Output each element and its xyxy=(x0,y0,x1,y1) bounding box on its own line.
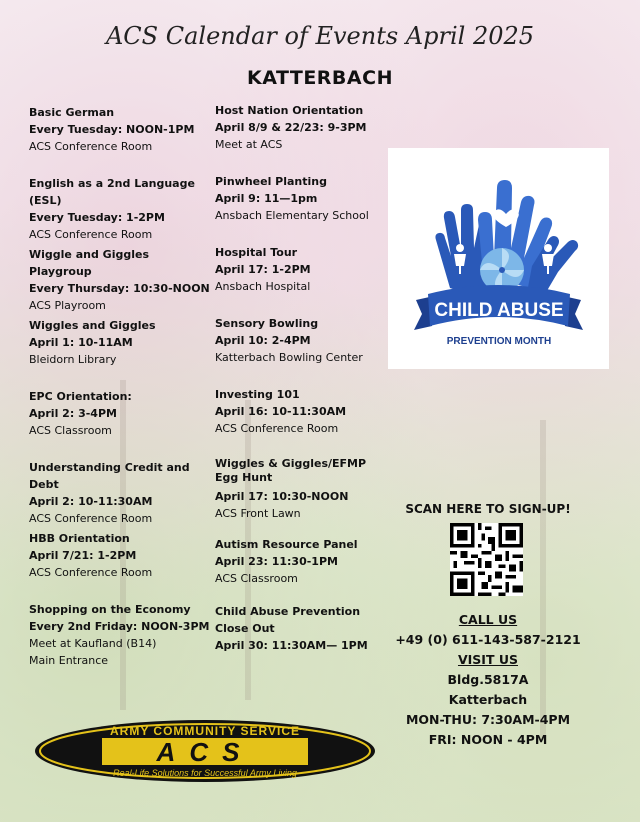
logo-center-text: ACS xyxy=(156,737,254,767)
contact-block xyxy=(388,610,588,750)
event-item xyxy=(29,530,152,581)
event-date: Every Tuesday: NOON-1PM xyxy=(29,123,195,136)
event-name: Shopping on the Economy xyxy=(29,603,191,616)
event-name: Child Abuse Prevention Close Out xyxy=(215,605,361,635)
event-date: April 2: 3-4PM xyxy=(29,407,117,420)
building-number: Bldg.5817A xyxy=(447,672,529,687)
event-item xyxy=(215,457,390,522)
page-title: ACS Calendar of Events April 2025 xyxy=(105,22,535,50)
event-date: April 1: 10-11AM xyxy=(29,336,133,349)
event-item xyxy=(215,536,358,587)
event-date: Every Tuesday: 1-2PM xyxy=(29,211,165,224)
event-place: ACS Conference Room xyxy=(29,566,153,579)
event-name: Pinwheel Planting xyxy=(215,175,327,188)
event-place: ACS Conference Room xyxy=(215,422,339,435)
event-place: Ansbach Hospital xyxy=(215,280,311,293)
event-name: English as a 2nd Language (ESL) xyxy=(29,177,195,207)
event-item xyxy=(215,173,369,224)
visit-us-label: VISIT US xyxy=(457,652,518,667)
event-name: Investing 101 xyxy=(215,388,300,401)
event-date: Every Thursday: 10:30-NOON xyxy=(29,282,210,295)
event-item xyxy=(29,459,214,527)
event-item xyxy=(29,601,209,669)
event-place: ACS Conference Room xyxy=(29,140,153,153)
event-name: Wiggle and Giggles Playgroup xyxy=(29,248,149,278)
child-abuse-prevention-poster xyxy=(388,148,609,369)
event-name: HBB Orientation xyxy=(29,532,130,545)
event-item xyxy=(29,175,214,243)
event-date: April 10: 2-4PM xyxy=(215,334,311,347)
phone-number[interactable]: +49 (0) 611-143-587-2121 xyxy=(395,632,581,647)
event-item xyxy=(29,317,156,368)
event-name: Basic German xyxy=(29,106,115,119)
event-name: Autism Resource Panel xyxy=(215,538,358,551)
event-date: April 17: 10:30-NOON xyxy=(215,490,349,503)
event-item xyxy=(29,246,214,314)
call-us-label: CALL US xyxy=(458,612,518,627)
event-date: April 16: 10-11:30AM xyxy=(215,405,347,418)
event-place: ACS Playroom xyxy=(29,299,106,312)
logo-bottom-text: Real-Life Solutions for Successful Army Living xyxy=(113,768,297,778)
event-item xyxy=(215,386,346,437)
logo-top-text: ARMY COMMUNITY SERVICE xyxy=(109,724,301,738)
signup-heading: SCAN HERE TO SIGN-UP! xyxy=(405,502,571,516)
event-place: ACS Classroom xyxy=(29,424,112,437)
event-place: Meet at Kaufland (B14) xyxy=(29,637,157,650)
event-place-line2: Main Entrance xyxy=(29,654,109,667)
event-name: Wiggles and Giggles xyxy=(29,319,156,332)
acs-logo xyxy=(32,718,378,784)
event-place: Meet at ACS xyxy=(215,138,283,151)
raised-hands-icon xyxy=(388,148,609,369)
event-date: April 23: 11:30-1PM xyxy=(215,555,338,568)
event-date: April 17: 1-2PM xyxy=(215,263,311,276)
event-date: April 2: 10-11:30AM xyxy=(29,495,153,508)
event-date: Every 2nd Friday: NOON-3PM xyxy=(29,620,210,633)
event-name: Wiggles & Giggles/EFMP Egg Hunt xyxy=(215,457,367,484)
event-item xyxy=(29,104,194,155)
poster-subtitle: PREVENTION MONTH xyxy=(446,336,552,347)
hours-fri: FRI: NOON - 4PM xyxy=(428,732,548,747)
location-name: Katterbach xyxy=(448,692,528,707)
event-item xyxy=(215,244,311,295)
event-place: Katterbach Bowling Center xyxy=(215,351,363,364)
event-date: April 30: 11:30AM— 1PM xyxy=(215,639,368,652)
event-place: ACS Front Lawn xyxy=(215,507,301,520)
event-place: Bleidorn Library xyxy=(29,353,117,366)
event-date: April 8/9 & 22/23: 9-3PM xyxy=(215,121,367,134)
event-item xyxy=(215,102,367,153)
event-item xyxy=(215,603,395,654)
event-name: Hospital Tour xyxy=(215,246,298,259)
event-name: EPC Orientation: xyxy=(29,390,132,403)
event-date: April 9: 11—1pm xyxy=(215,192,318,205)
event-place: ACS Conference Room xyxy=(29,512,153,525)
hours-mon-thu: MON-THU: 7:30AM-4PM xyxy=(405,712,571,727)
qr-code-icon[interactable] xyxy=(450,523,523,596)
event-date: April 7/21: 1-2PM xyxy=(29,549,137,562)
poster-title: CHILD ABUSE xyxy=(434,300,564,321)
event-place: ACS Classroom xyxy=(215,572,298,585)
event-item xyxy=(215,315,363,366)
event-name: Host Nation Orientation xyxy=(215,104,364,117)
event-name: Understanding Credit and Debt xyxy=(29,461,190,491)
event-place: Ansbach Elementary School xyxy=(215,209,369,222)
location-heading: KATTERBACH xyxy=(247,67,393,89)
event-item xyxy=(29,388,132,439)
event-place: ACS Conference Room xyxy=(29,228,153,241)
event-name: Sensory Bowling xyxy=(215,317,319,330)
